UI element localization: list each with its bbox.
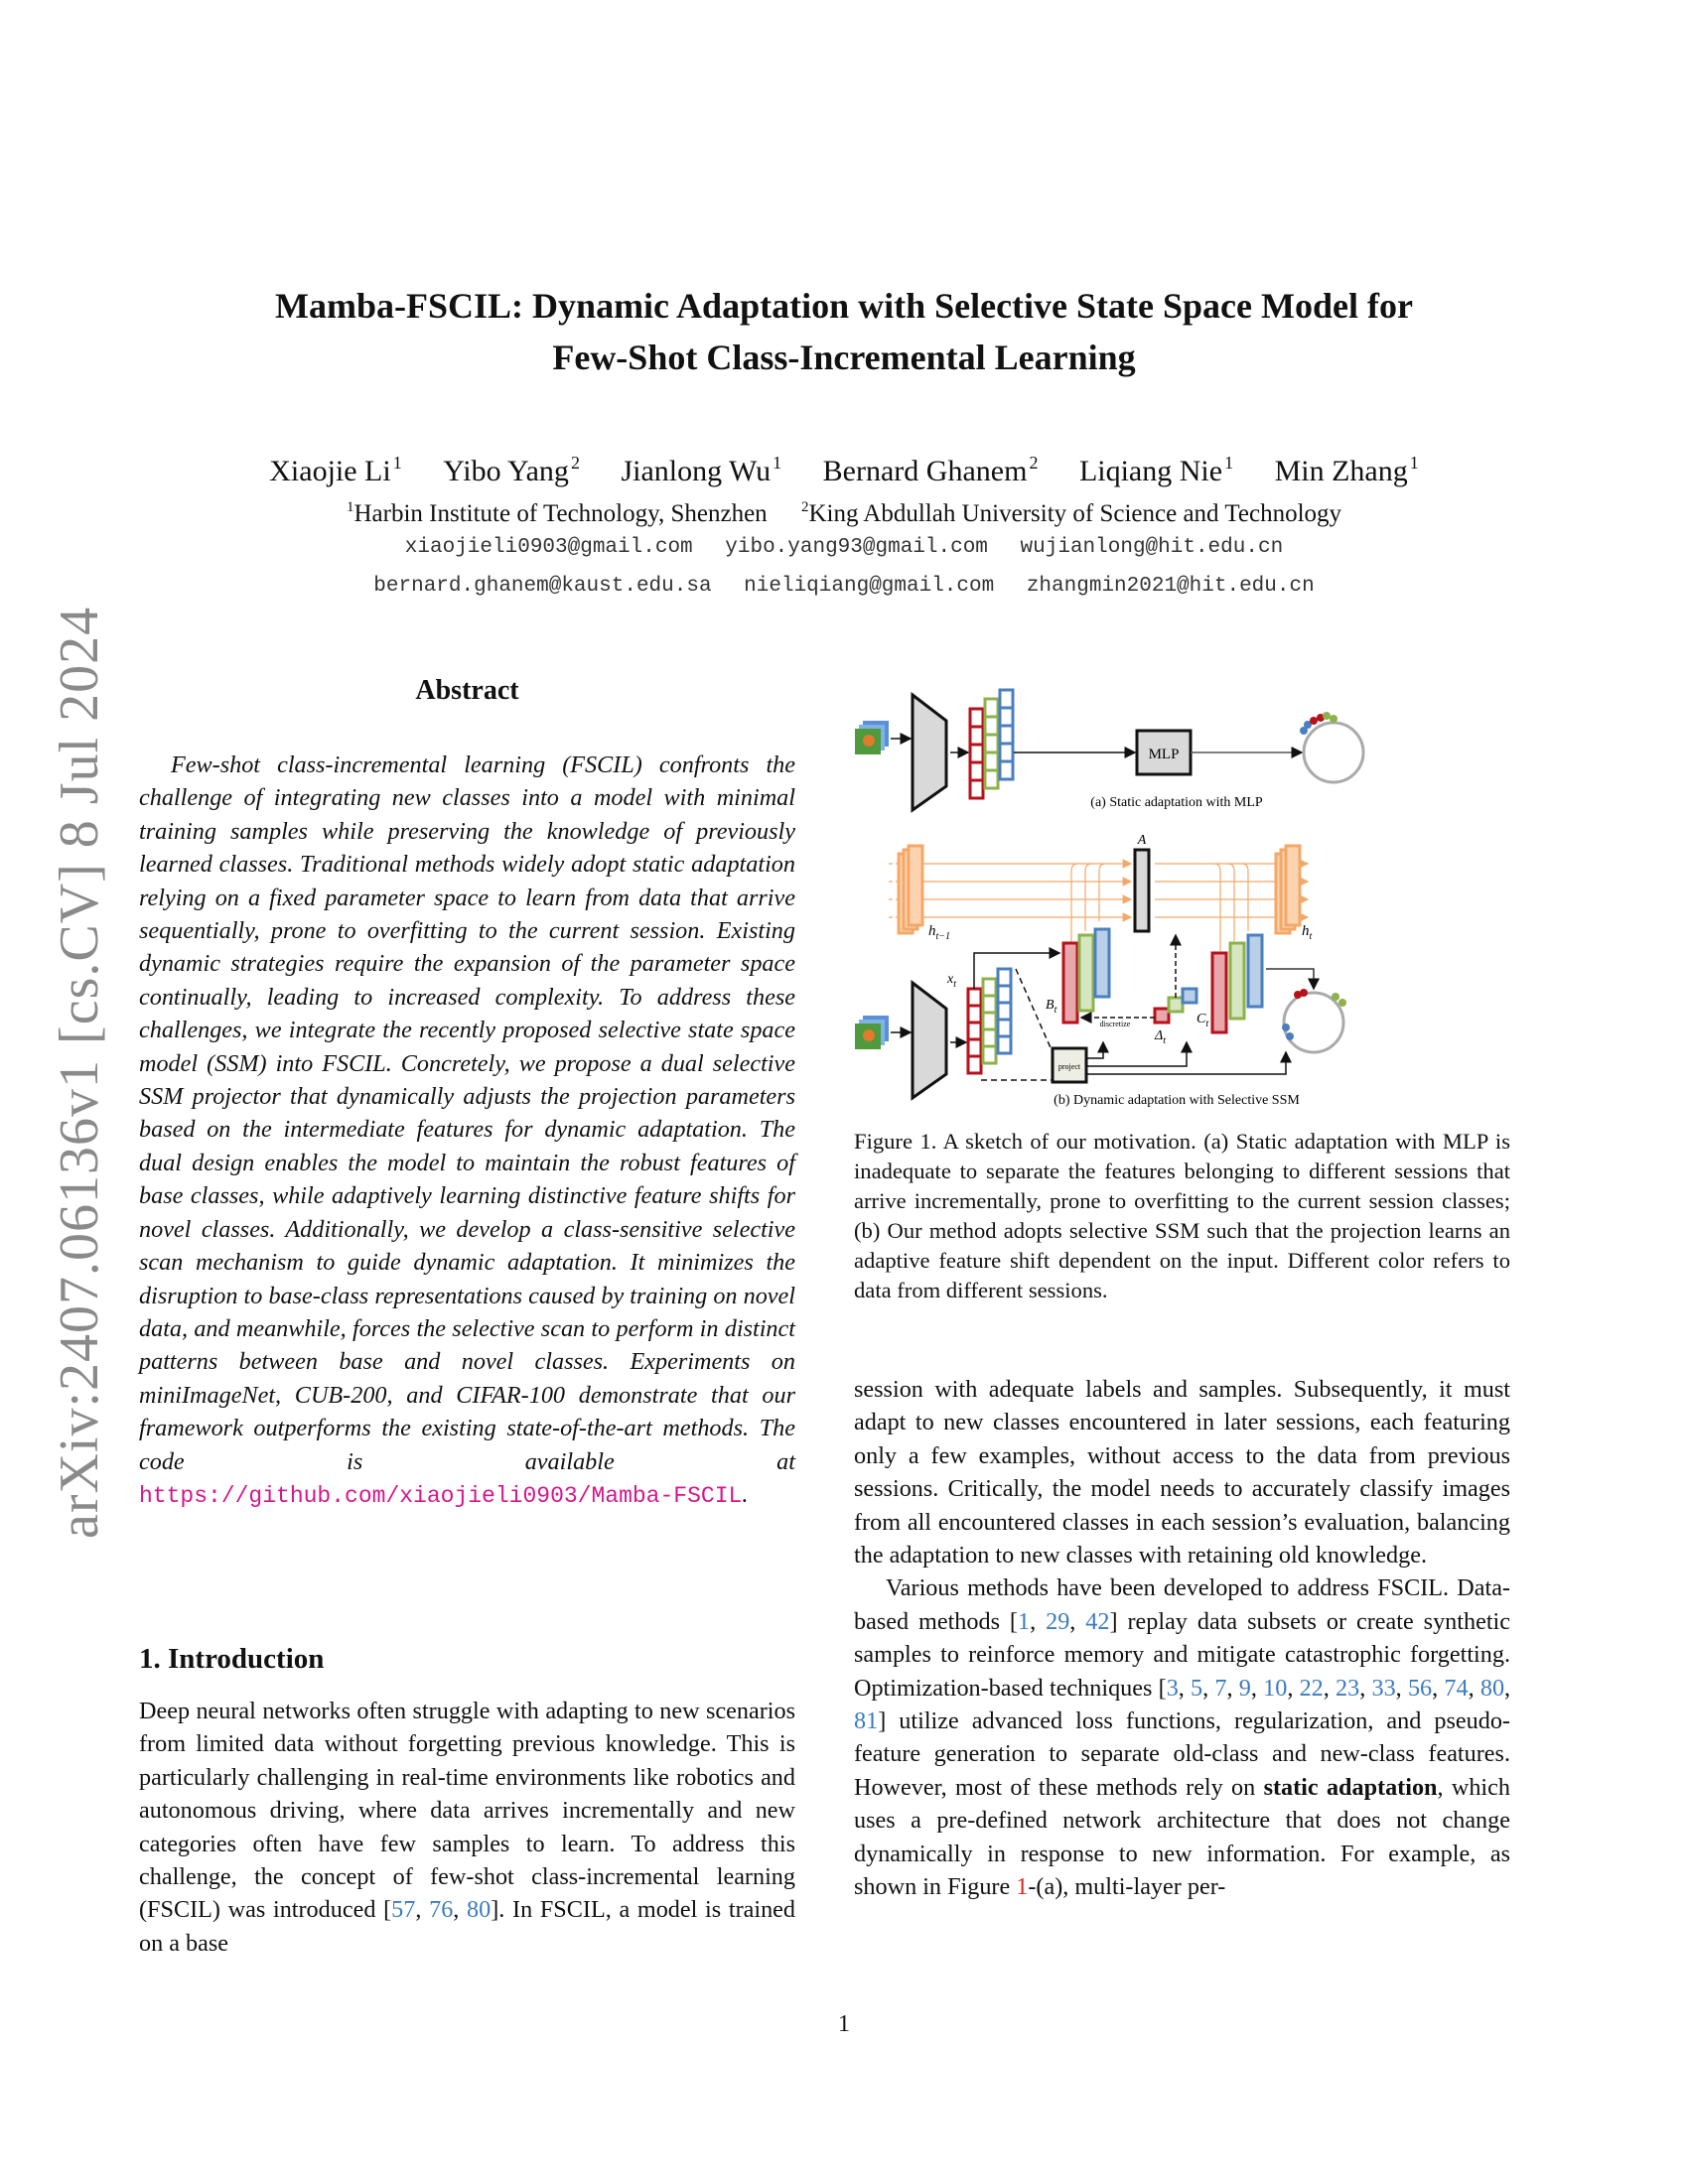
- page-number: 1: [838, 2011, 850, 2037]
- affiliation: $^1$Harbin Institute of Technology, Shenzhen: [346, 499, 768, 527]
- a-label: A: [1137, 833, 1147, 848]
- arxiv-stamp: arXiv:2407.06136v1 [cs.CV] 8 Jul 2024: [49, 606, 110, 1539]
- email-row: [0, 573, 1688, 601]
- encoder-icon: [913, 983, 946, 1098]
- right-column-body: [854, 1373, 1510, 1904]
- author: Yibo Yang $^2$: [443, 453, 580, 487]
- panel-b-label: (b) Dynamic adaptation with Selective SSM: [1054, 1093, 1300, 1108]
- author: Jianlong Wu $^1$: [621, 453, 782, 487]
- feature-space-circle: [1284, 993, 1343, 1052]
- citation-link[interactable]: 56: [1407, 1674, 1433, 1702]
- figure-1-caption: Figure 1. A sketch of our motivation. (a) Static adaptation with MLP is inadequate to separate the features belonging to different sessions that arrive incrementally, prone to overfitting to the current session classes; (b) Our method adopts selective SSM such that the projection learns an adaptive feature shift dependent on the input. Different color refers to data from different sessions.: [854, 1129, 1510, 1302]
- feature-stack-icon: [970, 690, 1013, 798]
- author: Xiaojie Li $^1$: [269, 453, 402, 487]
- project-label: project: [1057, 1062, 1081, 1071]
- citation-link[interactable]: 81: [854, 1707, 879, 1735]
- h-t-label: $h_t$: [1302, 923, 1313, 942]
- paper-title: [0, 280, 1688, 383]
- abstract-body: Few-shot class-incremental learning (FSCIL) confronts the challenge of integrating new classes into a model with minimal training samples while preserving the knowledge of previously learned classes. Traditional methods widely adopt static adaptation relying on a fixed parameter space to learn from data that arrive sequentially, prone to overfitting to the current session. Existing dynamic strategies require the expansion of the parameter space continually, leading to increased complexity. To address these challenges, we integrate the recently proposed selective state space model (SSM) into FSCIL. Concretely, we propose a dual selective SSM projector that dynamically adjusts the projection parameters based on the intermediate features for dynamic adaptation. The dual design enables the model to maintain the robust features of base classes, while adaptively learning distinctive feature shifts for novel classes. Additionally, we develop a class-sensitive selective scan mechanism to guide dynamic adaptation. It minimizes the disruption to base-class representations caused by training on novel data, and meanwhile, forces the selective scan to perform in distinct patterns between base and novel classes. Experiments on miniImageNet, CUB-200, and CIFAR-100 demonstrate that our framework outperforms the existing state-of-the-art methods. The code is available at https://github.com/xiaojieli0903/Mamba-FSCIL.: [139, 751, 795, 1509]
- code-link[interactable]: https://github.com/xiaojieli0903/Mamba-FSCIL: [139, 1482, 743, 1509]
- email: nieliqiang@gmail.com: [744, 575, 995, 598]
- b-t-label: $B_t$: [1046, 998, 1057, 1016]
- affiliations: [0, 491, 1688, 530]
- email: wujianlong@hit.edu.cn: [1020, 536, 1284, 559]
- author: Liqiang Nie $^1$: [1078, 453, 1234, 487]
- citation-link[interactable]: 80: [1479, 1674, 1505, 1702]
- intro-paragraph-1: Deep neural networks often struggle with adapting to new scenarios from limited data without forgetting previous knowledge. This is particularly challenging in real-time environments like robotics and autonomous driving, where data arrives incrementally and new categories often have few samples to learn. To address this challenge, the concept of few-shot class-incremental learning (FSCIL) was introduced [57, 76, 80]. In FSCIL, a model is trained on a base: [139, 1698, 796, 1957]
- hidden-state-prev-icon: [899, 846, 922, 933]
- citation-link[interactable]: 1: [1018, 1607, 1031, 1635]
- input-images-icon: [855, 1016, 889, 1049]
- panel-b: [855, 833, 1346, 1108]
- figure-1-diagram: [849, 675, 1524, 1112]
- author-list: [0, 445, 1688, 489]
- author: Bernard Ghanem $^2$: [822, 453, 1039, 487]
- citation-link[interactable]: 3: [1166, 1674, 1179, 1702]
- section-heading-introduction: 1. Introduction: [139, 1643, 325, 1675]
- citation-link[interactable]: 22: [1299, 1674, 1324, 1702]
- citation-link[interactable]: 74: [1444, 1674, 1469, 1702]
- abstract-text: Few-shot class-incremental learning (FSCIL) confronts the challenge of integrating new classes into a model with minimal training samples while preserving the knowledge of previously learned classes. Traditional methods widely adopt static adaptation relying on a fixed parameter space to learn from data that arrive sequentially, prone to overfitting to the current session. Existing dynamic strategies require the expansion of the parameter space continually, leading to increased complexity. To address these challenges, we integrate the recently proposed selective state space model (SSM) into FSCIL. Concretely, we propose a dual selective SSM projector that dynamically adjusts the projection parameters based on the intermediate features for dynamic adaptation. The dual design enables the model to maintain the robust features of base classes, while adaptively learning distinctive feature shifts for novel classes. Additionally, we develop a class-sensitive selective scan mechanism to guide dynamic adaptation. It minimizes the disruption to base-class representations caused by training on novel data, and meanwhile, forces the selective scan to perform in distinct patterns between base and novel classes. Experiments on miniImageNet, CUB-200, and CIFAR-100 demonstrate that our framework outperforms the existing state-of-the-art methods. The code is available at: [139, 751, 795, 1475]
- email: zhangmin2021@hit.edu.cn: [1026, 575, 1315, 598]
- citation-link[interactable]: 10: [1263, 1674, 1288, 1702]
- affiliation: $^2$King Abdullah University of Science and Technology: [800, 499, 1342, 527]
- citation-link[interactable]: 42: [1085, 1607, 1110, 1635]
- input-images-icon: [855, 721, 889, 754]
- hidden-state-current-icon: [1276, 846, 1300, 933]
- feature-space-circle: [1304, 723, 1363, 782]
- intro-paragraph-2: Various methods have been developed to address FSCIL. Data-based methods [1, 29, 42] replay data subsets or create synthetic samples to reinforce memory and mitigate catastrophic forgetting. Optimization-based techniques [3, 5, 7, 9, 10, 22, 23, 33, 56, 74, 80, 81] utilize advanced loss functions, regularization, and pseudo-feature generation to separate old-class and new-class features. However, most of these methods rely on static adaptation, which uses a pre-defined network architecture that does not change dynamically in response to new information. For example, as shown in Figure 1-(a), multi-layer per-: [854, 1574, 1511, 1901]
- b-matrix-bars: [1063, 929, 1109, 1023]
- h-prev-label: $h_{t-1}$: [928, 923, 951, 942]
- figure-ref-link[interactable]: 1: [1016, 1873, 1029, 1901]
- citation-link[interactable]: 57: [391, 1896, 416, 1924]
- citation-link[interactable]: 5: [1191, 1674, 1203, 1702]
- citation-link[interactable]: 7: [1214, 1674, 1227, 1702]
- citation-link[interactable]: 23: [1336, 1674, 1360, 1702]
- panel-a-label: (a) Static adaptation with MLP: [1090, 795, 1263, 810]
- citation-link[interactable]: 9: [1238, 1674, 1251, 1702]
- x-t-label: $x_t$: [947, 972, 956, 990]
- citation-link[interactable]: 76: [429, 1896, 454, 1924]
- intro-paragraph-1-continued: session with adequate labels and samples. Subsequently, it must adapt to new classes encountered in later sessions, each featuring only a few examples, without access to the data from previous sessions. Critically, the model needs to accurately classify images from all encountered classes in each session’s evaluation, balancing the adaptation to new classes with retaining old knowledge.: [854, 1376, 1510, 1570]
- citation-link[interactable]: 33: [1371, 1674, 1396, 1702]
- emphasis-static-adaptation: static adaptation: [1263, 1773, 1438, 1801]
- email-row: [0, 534, 1688, 562]
- title-line-1: Mamba-FSCIL: Dynamic Adaptation with Selective State Space Model for: [275, 286, 1413, 326]
- email: xiaojieli0903@gmail.com: [404, 536, 693, 559]
- figure-1: [849, 675, 1524, 1112]
- citation-link[interactable]: 80: [467, 1896, 492, 1924]
- panel-a: [855, 690, 1363, 810]
- email: yibo.yang93@gmail.com: [725, 536, 988, 559]
- title-line-2: Few-Shot Class-Incremental Learning: [552, 338, 1136, 377]
- author: Min Zhang $^1$: [1274, 453, 1419, 487]
- mlp-label: MLP: [1148, 747, 1180, 762]
- c-t-label: $C_t$: [1196, 1012, 1209, 1029]
- delta-t-label: $\Delta_t$: [1155, 1028, 1166, 1046]
- email: bernard.ghanem@kaust.edu.sa: [373, 575, 712, 598]
- abstract-heading: Abstract: [415, 675, 519, 706]
- encoder-icon: [913, 695, 946, 810]
- discretize-label: discretize: [1099, 1020, 1131, 1028]
- citation-link[interactable]: 29: [1046, 1607, 1070, 1635]
- matrix-a-block: [1135, 850, 1149, 931]
